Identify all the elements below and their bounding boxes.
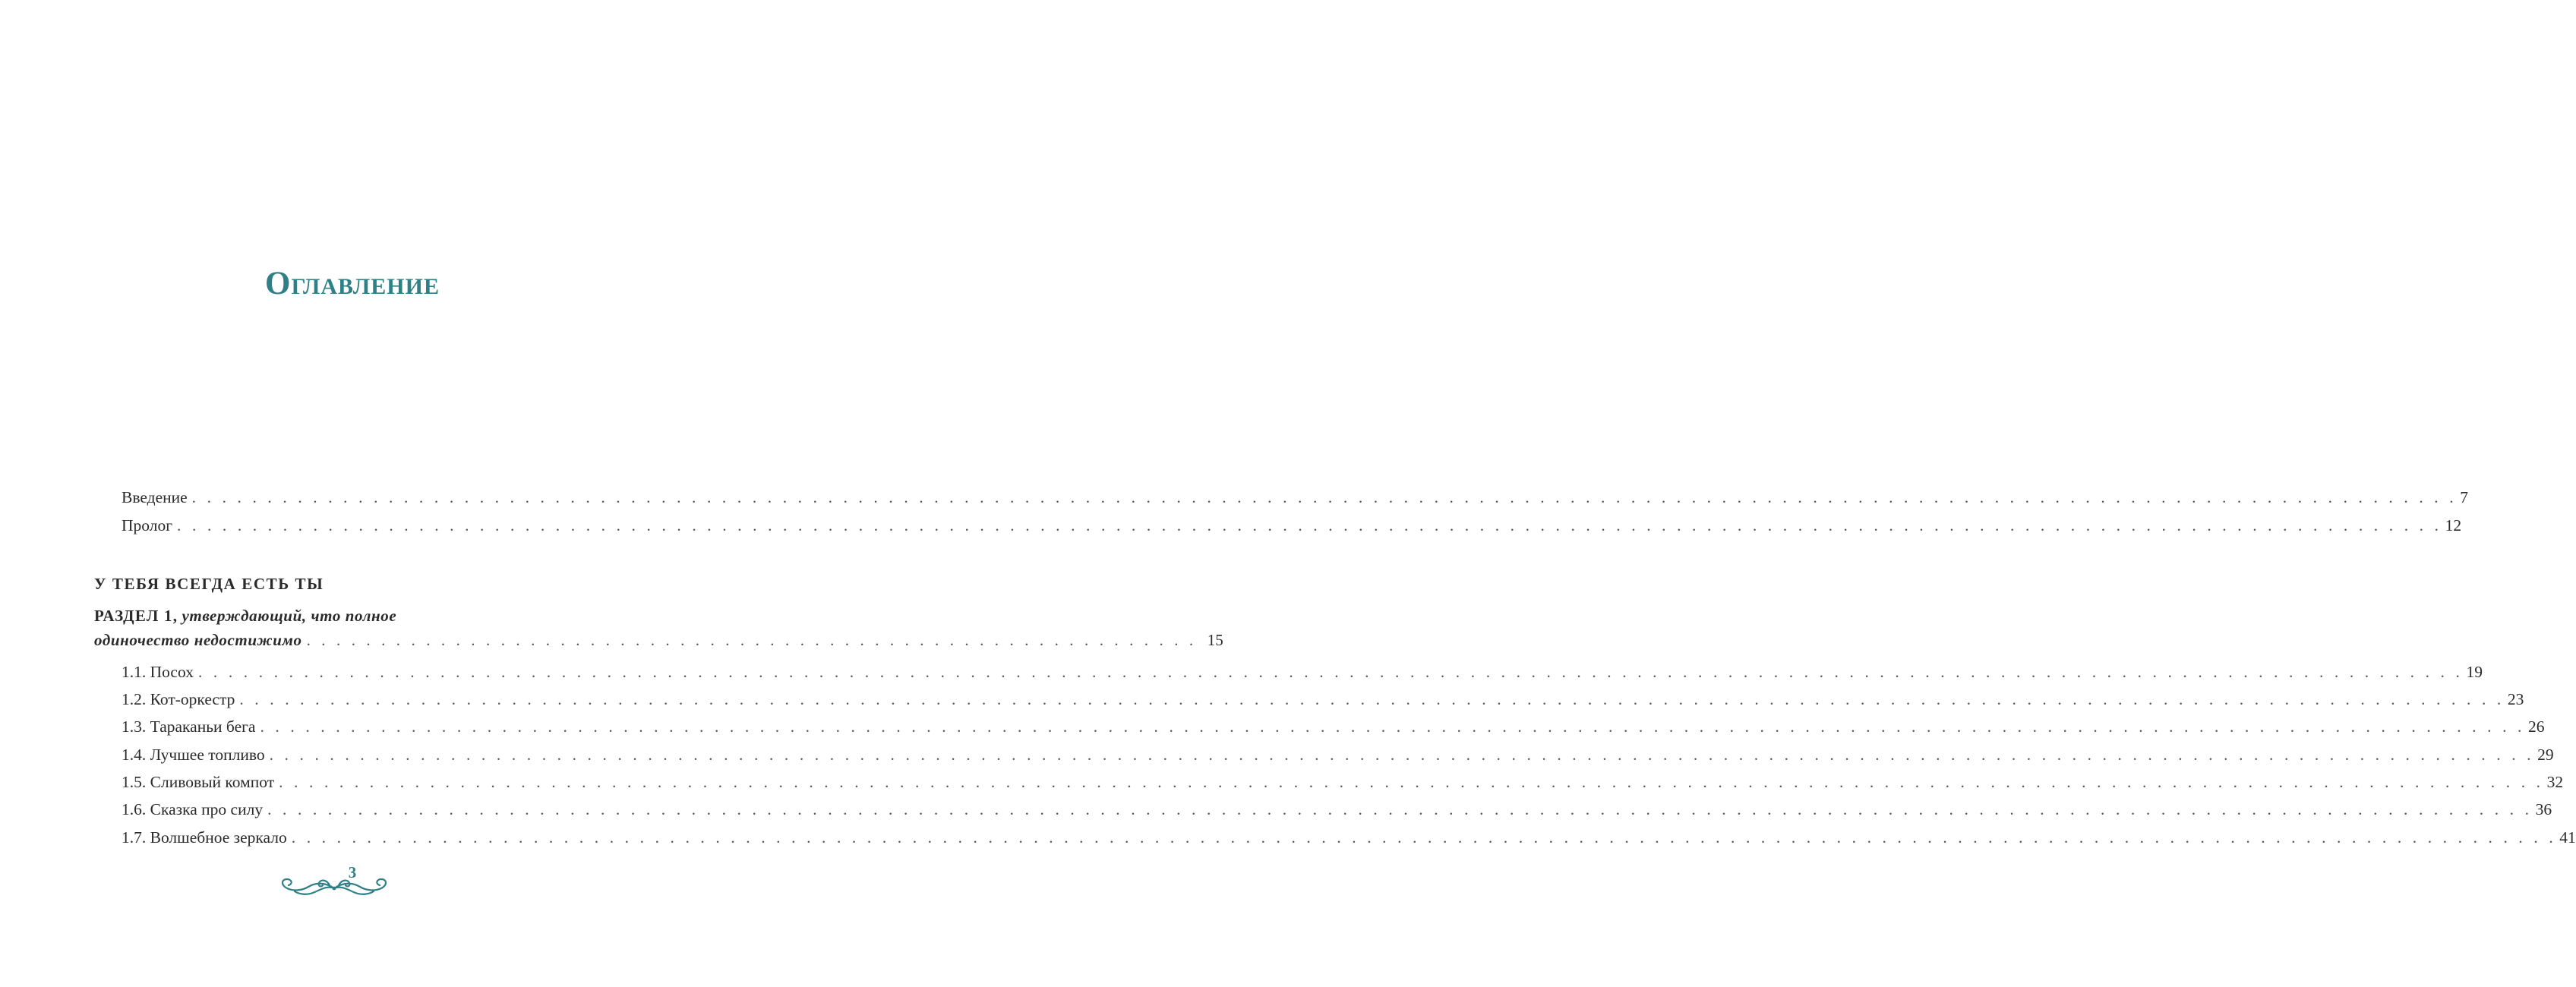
section-label: РАЗДЕЛ 1, xyxy=(94,607,178,625)
toc-entry-label: Введение xyxy=(122,488,188,506)
part-title: У ТЕБЯ ВСЕГДА ЕСТЬ ТЫ xyxy=(94,575,324,593)
toc-leader-dots xyxy=(267,799,2533,820)
toc-leader-dots xyxy=(279,771,2544,793)
toc-entry-page: 41 xyxy=(2559,828,2576,847)
toc-leader-dots xyxy=(292,827,2557,848)
toc-entry-label: 1.5. Сливовый компот xyxy=(122,773,275,791)
toc-leader-dots xyxy=(177,515,2442,536)
toc-leader-dots xyxy=(198,661,2464,683)
toc-entry-page: 29 xyxy=(2537,746,2554,764)
page-number: 3 xyxy=(348,863,357,881)
toc-leader-dots xyxy=(270,744,2535,765)
toc-entry-page: 23 xyxy=(2507,690,2524,708)
toc-entry-label: 1.4. Лучшее топливо xyxy=(122,746,265,764)
toc-entry-page: 36 xyxy=(2535,800,2552,818)
toc-entry-label: 1.7. Волшебное зеркало xyxy=(122,828,287,847)
toc-entry-chapter[interactable] xyxy=(122,799,2552,820)
toc-entry-label: 1.6. Сказка про силу xyxy=(122,800,264,818)
section-subtitle-line2: одиночество недостижимо xyxy=(94,631,302,649)
toc-entry-chapter[interactable] xyxy=(122,716,2545,737)
toc-entry-page: 19 xyxy=(2466,663,2483,681)
toc-entry-introduction[interactable] xyxy=(122,487,2468,508)
toc-entry-label: 1.1. Посох xyxy=(122,663,194,681)
toc-entry-page: 26 xyxy=(2528,717,2545,736)
toc-leader-dots xyxy=(260,716,2525,737)
toc-entry-chapter[interactable] xyxy=(122,744,2554,765)
toc-entry-chapter[interactable] xyxy=(122,827,2576,848)
toc-entry-chapter[interactable] xyxy=(122,661,2483,683)
toc-entry-chapter[interactable] xyxy=(122,689,2524,710)
toc-leader-dots: . . . . . . . . . . . . . . . . . . . . . . . . . . . . . . . . . . . . . . . . . . . . . . . . . . . . . . . . . . . . xyxy=(306,631,1197,649)
section-heading[interactable] xyxy=(94,604,1223,652)
toc-entry-page: 12 xyxy=(2445,516,2462,534)
toc-entry-label: 1.2. Кот-оркестр xyxy=(122,690,235,708)
toc-entry-chapter[interactable] xyxy=(122,771,2564,793)
toc-entry-page: 32 xyxy=(2546,773,2564,791)
toc-entry-page: 7 xyxy=(2460,488,2468,506)
toc-entry-prologue[interactable] xyxy=(122,515,2462,536)
section-subtitle-line1: утверждающий, что полное xyxy=(182,607,397,625)
page-title: Оглавление xyxy=(265,266,440,301)
toc-entry-label: Пролог xyxy=(122,516,173,534)
toc-entry-label: 1.3. Тараканьи бега xyxy=(122,717,256,736)
section-page: 15 xyxy=(1207,631,1223,649)
toc-leader-dots xyxy=(192,487,2458,508)
toc-leader-dots xyxy=(239,689,2505,710)
